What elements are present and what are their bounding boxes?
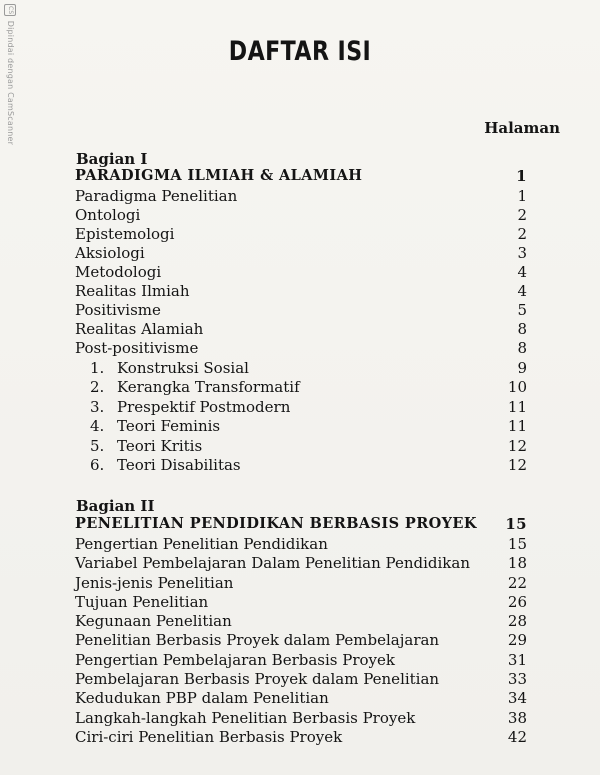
- toc-entry: [75, 708, 527, 728]
- toc-entry-page: 4: [517, 282, 527, 300]
- toc-entry-page: 10: [507, 378, 527, 396]
- toc-entry-title: Langkah-langkah Penelitian Berbasis Proyek: [75, 709, 416, 727]
- page-column-header: Halaman: [484, 119, 560, 137]
- toc-entry-page: 8: [517, 339, 527, 357]
- toc-entry-title: Penelitian Berbasis Proyek dalam Pembelajaran: [75, 631, 440, 649]
- toc-entry: [75, 650, 527, 670]
- toc-entry-number: 2.: [90, 378, 105, 396]
- toc-entry: [75, 281, 527, 301]
- section-label: Bagian II: [76, 497, 155, 515]
- toc-entry-title: Post-positivisme: [75, 339, 199, 357]
- toc-entry-title: Paradigma Penelitian: [75, 187, 238, 205]
- toc-entry-title: Kegunaan Penelitian: [75, 612, 232, 630]
- toc-entry-page: 5: [517, 301, 527, 319]
- toc-entry: [75, 553, 527, 573]
- scanner-watermark: [2, 4, 16, 154]
- section-heading-page: 15: [505, 515, 527, 533]
- section-heading-row: [75, 514, 527, 534]
- toc-entry-title: Metodologi: [75, 263, 162, 281]
- toc-entry-page: 26: [507, 593, 527, 611]
- toc-numbered-entry: [75, 358, 527, 378]
- toc-entry-title: Realitas Alamiah: [75, 320, 204, 338]
- toc-entry-title: Positivisme: [75, 301, 161, 319]
- toc-entry: [75, 727, 527, 747]
- toc-entry-title: Pembelajaran Berbasis Proyek dalam Penelitian: [75, 670, 440, 688]
- section-heading-title: PENELITIAN PENDIDIKAN BERBASIS PROYEK: [75, 515, 477, 532]
- toc-numbered-entry: [75, 416, 527, 436]
- toc-entry-title: Aksiologi: [75, 244, 145, 262]
- toc-numbered-entry: [75, 436, 527, 456]
- toc-entry-title: Pengertian Penelitian Pendidikan: [75, 535, 328, 553]
- toc-entry-page: 28: [507, 612, 527, 630]
- toc-numbered-entry: [75, 377, 527, 397]
- toc-entry: [75, 688, 527, 708]
- toc-entry-title: Teori Disabilitas: [117, 456, 241, 474]
- toc-entry-page: 11: [507, 398, 527, 416]
- toc-entry-page: 18: [507, 554, 527, 572]
- toc-entry-page: 12: [507, 456, 527, 474]
- toc-entry-page: 11: [507, 417, 527, 435]
- toc-entry-number: 1.: [90, 359, 105, 377]
- toc-entry: [75, 611, 527, 631]
- toc-entry-page: 38: [507, 709, 527, 727]
- camscanner-logo-icon: CS: [4, 4, 16, 16]
- toc-entry: [75, 186, 527, 206]
- toc-entry-page: 33: [507, 670, 527, 688]
- toc-entry-title: Ciri-ciri Penelitian Berbasis Proyek: [75, 728, 343, 746]
- toc-entry: [75, 224, 527, 244]
- section-heading-row: [75, 166, 527, 186]
- toc-entry: [75, 573, 527, 593]
- toc-entry-title: Variabel Pembelajaran Dalam Penelitian Pendidikan: [75, 554, 471, 572]
- page-title: DAFTAR ISI: [228, 36, 372, 67]
- toc-entry-page: 3: [517, 244, 527, 262]
- toc-entry: [75, 319, 527, 339]
- section-heading-page: 1: [516, 167, 527, 185]
- toc-entry: [75, 300, 527, 320]
- toc-entry-page: 12: [507, 437, 527, 455]
- toc-entry-title: Ontologi: [75, 206, 141, 224]
- toc-entry-number: 3.: [90, 398, 105, 416]
- toc-entry-number: 6.: [90, 456, 105, 474]
- section-heading-title: PARADIGMA ILMIAH & ALAMIAH: [75, 167, 363, 184]
- toc-entry-page: 22: [507, 574, 527, 592]
- toc-entry: [75, 205, 527, 225]
- toc-entry-title: Jenis-jenis Penelitian: [75, 574, 234, 592]
- toc-entry-title: Prespektif Postmodern: [117, 398, 291, 416]
- toc-entry-page: 4: [517, 263, 527, 281]
- scanner-watermark-text: Dipindai dengan CamScanner: [6, 20, 15, 146]
- toc-entry-page: 34: [507, 689, 527, 707]
- toc-entry: [75, 669, 527, 689]
- toc-entry-page: 15: [507, 535, 527, 553]
- toc-entry: [75, 630, 527, 650]
- toc-entry-page: 42: [507, 728, 527, 746]
- toc-entry-title: Teori Feminis: [117, 417, 221, 435]
- toc-entry-title: Epistemologi: [75, 225, 175, 243]
- toc-entry-title: Teori Kritis: [117, 437, 203, 455]
- toc-entry-number: 5.: [90, 437, 105, 455]
- section-label: Bagian I: [76, 150, 148, 168]
- toc-entry-page: 2: [517, 225, 527, 243]
- toc-numbered-entry: [75, 397, 527, 417]
- toc-entry: [75, 262, 527, 282]
- toc-entry-number: 4.: [90, 417, 105, 435]
- toc-entry-page: 9: [517, 359, 527, 377]
- toc-entry-page: 31: [507, 651, 527, 669]
- toc-entry-page: 2: [517, 206, 527, 224]
- toc-entry-title: Konstruksi Sosial: [117, 359, 249, 377]
- toc-entry-title: Tujuan Penelitian: [75, 593, 209, 611]
- toc-entry-page: 1: [517, 187, 527, 205]
- toc-entry: [75, 534, 527, 554]
- toc-entry-page: 29: [507, 631, 527, 649]
- toc-entry-title: Kerangka Transformatif: [117, 378, 300, 396]
- toc-entry-title: Kedudukan PBP dalam Penelitian: [75, 689, 329, 707]
- toc-entry-title: Realitas Ilmiah: [75, 282, 190, 300]
- toc-entry: [75, 338, 527, 358]
- toc-entry: [75, 592, 527, 612]
- toc-numbered-entry: [75, 455, 527, 475]
- toc-entry-page: 8: [517, 320, 527, 338]
- toc-entry: [75, 243, 527, 263]
- toc-entry-title: Pengertian Pembelajaran Berbasis Proyek: [75, 651, 395, 669]
